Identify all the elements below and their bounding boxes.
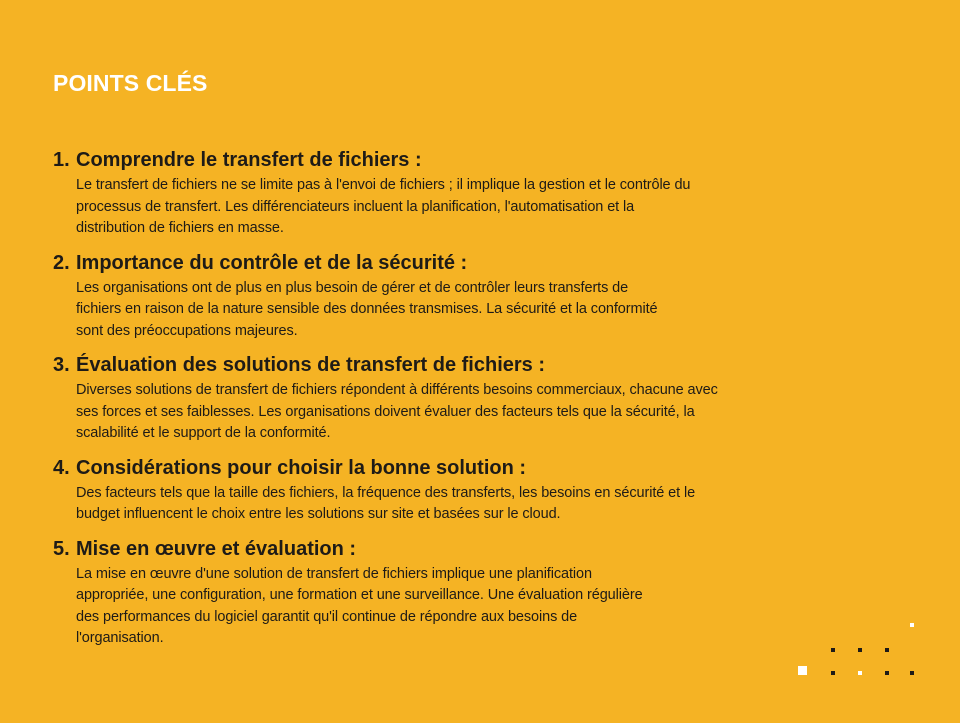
decorative-dot: [831, 671, 835, 675]
description-line: Diverses solutions de transfert de fichiers répondent à différents besoins commerciaux, chacune avec: [76, 382, 718, 398]
description-line: scalabilité et le support de la conformité.: [76, 425, 331, 441]
key-point-4: [53, 456, 898, 526]
description-line: fichiers en raison de la nature sensible des données transmises. La sécurité et la conformité: [76, 301, 658, 317]
description-line: appropriée, une configuration, une formation et une surveillance. Une évaluation régulière: [76, 587, 643, 603]
description-line: ses forces et ses faiblesses. Les organisations doivent évaluer des facteurs tels que la sécurité, la: [76, 403, 695, 420]
key-point-3: [53, 353, 898, 445]
key-point-heading: [53, 456, 898, 480]
decorative-dot: [858, 671, 862, 675]
key-point-title: Importance du contrôle et de la sécurité :: [76, 251, 468, 274]
description-line: processus de transfert. Les différenciateurs incluent la planification, l'automatisation et la: [76, 198, 635, 215]
description-line: des performances du logiciel garantit qu'il continue de répondre aux besoins de: [76, 608, 578, 625]
description-line: La mise en œuvre d'une solution de transfert de fichiers implique une planification: [76, 565, 592, 582]
description-line: l'organisation.: [76, 630, 164, 646]
key-point-number: 3.: [53, 354, 70, 376]
description-line: sont des préoccupations majeures.: [76, 322, 298, 339]
key-point-number: 4.: [53, 456, 70, 479]
decorative-dot: [885, 671, 889, 675]
key-point-description: [53, 175, 898, 240]
key-point-title: Mise en œuvre et évaluation :: [76, 537, 357, 560]
decorative-dot: [910, 623, 914, 627]
key-point-number: 2.: [53, 251, 70, 274]
decorative-dot: [910, 671, 914, 675]
key-point-number: 5.: [53, 537, 70, 560]
key-point-description: [53, 278, 898, 343]
key-points-list: [53, 148, 898, 661]
key-point-2: [53, 251, 898, 343]
description-line: Des facteurs tels que la taille des fichiers, la fréquence des transferts, les besoins en sécurité et le: [76, 484, 696, 501]
description-line: budget influencent le choix entre les solutions sur site et basées sur le cloud.: [76, 506, 561, 522]
key-point-title: Évaluation des solutions de transfert de fichiers :: [76, 354, 545, 376]
decorative-dot: [798, 666, 807, 675]
key-point-1: [53, 148, 898, 240]
key-point-number: 1.: [53, 149, 70, 171]
key-point-description: [53, 564, 898, 650]
key-point-5: [53, 537, 898, 650]
description-line: Les organisations ont de plus en plus besoin de gérer et de contrôler leurs transferts de: [76, 279, 629, 296]
description-line: Le transfert de fichiers ne se limite pas à l'envoi de fichiers ; il implique la gestion et le contrôle du: [76, 177, 691, 193]
page-title: POINTS CLÉS: [53, 70, 208, 96]
key-point-description: [53, 380, 898, 445]
key-point-title: Comprendre le transfert de fichiers :: [76, 149, 422, 171]
key-point-heading: [53, 251, 898, 275]
key-point-description: [53, 483, 898, 526]
key-point-title: Considérations pour choisir la bonne solution :: [76, 456, 527, 479]
key-point-heading: [53, 353, 898, 377]
key-point-heading: [53, 148, 898, 172]
key-point-heading: [53, 537, 898, 561]
description-line: distribution de fichiers en masse.: [76, 220, 284, 236]
